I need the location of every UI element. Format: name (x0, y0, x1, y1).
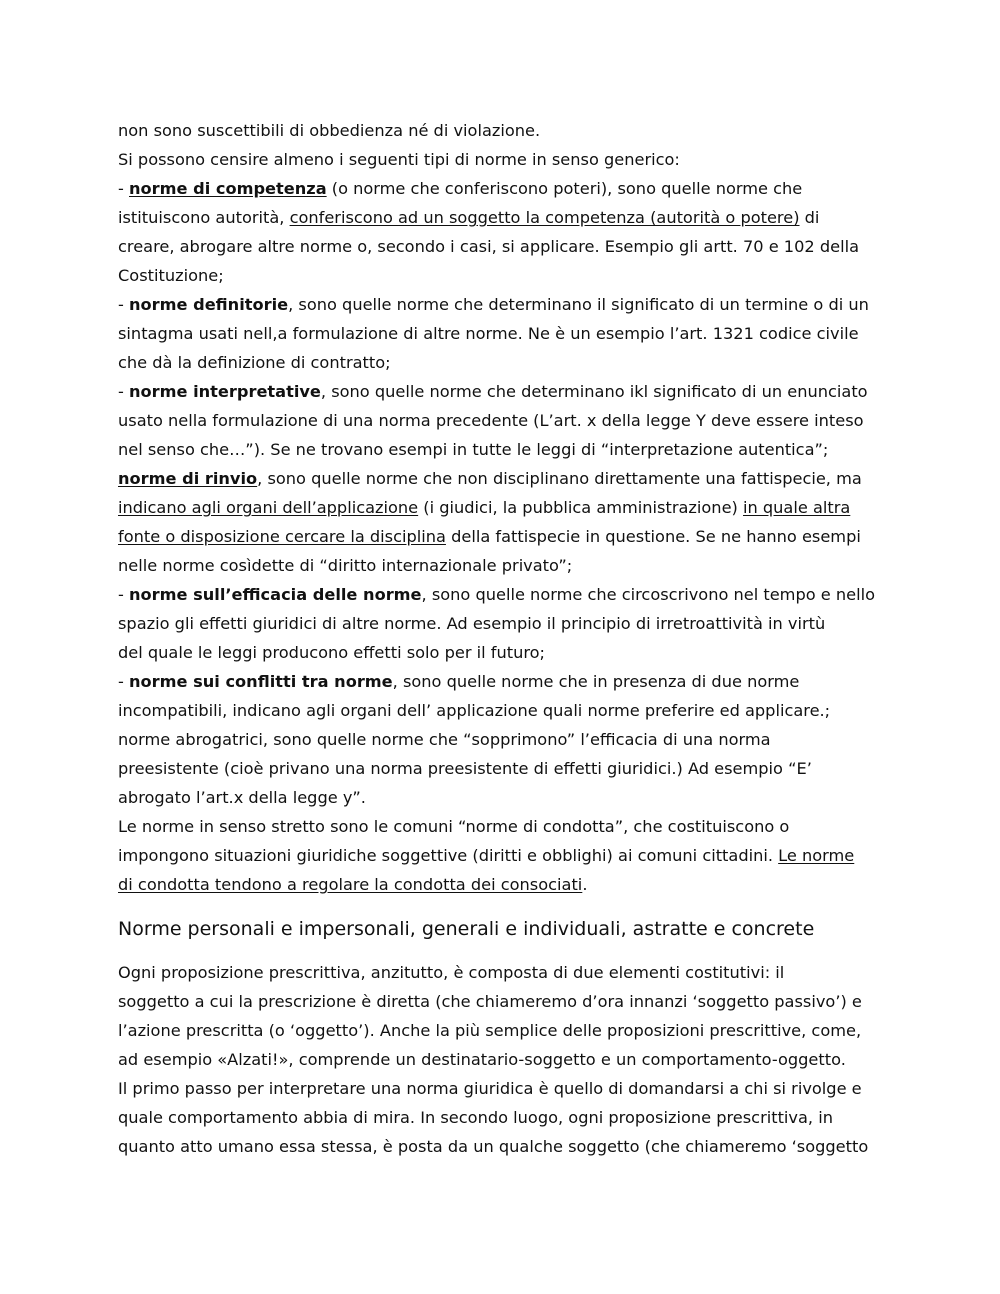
text-line (118, 116, 888, 145)
text-line (118, 754, 888, 783)
text-run: Si possono censire almeno i seguenti tipi di norme in senso generico: (118, 150, 680, 169)
underlined-text: in quale altra (743, 498, 851, 517)
text-run: l’azione prescritta (o ‘oggetto’). Anche la più semplice delle proposizioni prescrittive, come, (118, 1021, 862, 1040)
text-run: , sono quelle norme che determinano ikl significato di un enunciato (320, 382, 868, 401)
text-line (118, 435, 888, 464)
text-line (118, 174, 888, 203)
text-run: Il primo passo per interpretare una norma giuridica è quello di domandarsi a chi si rivolge e (118, 1079, 862, 1098)
text-run: abrogato l’art.x della legge y”. (118, 788, 366, 807)
text-run: quanto atto umano essa stessa, è posta da un qualche soggetto (che chiameremo ‘soggetto (118, 1137, 869, 1156)
text-line (118, 725, 888, 754)
text-run: norme abrogatrici, sono quelle norme che “sopprimono” l’efficacia di una norma (118, 730, 771, 749)
text-line (118, 1132, 888, 1161)
section-heading: Norme personali e impersonali, generali e individuali, astratte e concrete (118, 918, 815, 940)
text-run: creare, abrogare altre norme o, secondo i casi, si applicare. Esempio gli artt. 70 e 102 della (118, 237, 859, 256)
text-line (118, 783, 888, 812)
text-run: , sono quelle norme che in presenza di due norme (392, 672, 800, 691)
text-run: sintagma usati nell,a formulazione di altre norme. Ne è un esempio l’art. 1321 codice civile (118, 324, 859, 343)
text-run: - (118, 179, 129, 198)
underlined-text: conferiscono ad un soggetto la competenza (autorità o potere) (289, 208, 800, 227)
text-line (118, 406, 888, 435)
text-run: impongono situazioni giuridiche soggettive (diritti e obblighi) ai comuni cittadini. (118, 846, 779, 865)
text-line (118, 1016, 888, 1045)
paragraph-prescriptive-propositions (118, 958, 888, 1161)
text-line (118, 987, 888, 1016)
text-run: preesistente (cioè privano una norma preesistente di effetti giuridici.) Ad esempio “E’ (118, 759, 812, 778)
bold-term: norme sull’efficacia delle norme (129, 585, 422, 604)
text-run: nelle norme cosìdette di “diritto internazionale privato”; (118, 556, 573, 575)
document-body (118, 116, 888, 1161)
text-line (118, 667, 888, 696)
text-line (118, 232, 888, 261)
text-line (118, 958, 888, 987)
text-run: - (118, 382, 129, 401)
text-line (118, 696, 888, 725)
text-line (118, 580, 888, 609)
text-run: ad esempio «Alzati!», comprende un destinatario-soggetto e un comportamento-oggetto. (118, 1050, 846, 1069)
text-line (118, 1074, 888, 1103)
bold-term: norme interpretative (129, 382, 321, 401)
text-run: soggetto a cui la prescrizione è diretta (che chiameremo d’ora innanzi ‘soggetto passivo’) e (118, 992, 862, 1011)
text-line (118, 638, 888, 667)
text-run: , sono quelle norme che non disciplinano direttamente una fattispecie, ma (257, 469, 862, 488)
text-run: Ogni proposizione prescrittiva, anzitutto, è composta di due elementi costitutivi: il (118, 963, 785, 982)
text-run: - (118, 295, 129, 314)
text-run: di (799, 208, 820, 227)
text-line (118, 609, 888, 638)
text-run: quale comportamento abbia di mira. In secondo luogo, ogni proposizione prescrittiva, in (118, 1108, 833, 1127)
text-run: (o norme che conferiscono poteri), sono quelle norme che (326, 179, 803, 198)
text-run: incompatibili, indicano agli organi dell’ applicazione quali norme preferire ed applicare.; (118, 701, 831, 720)
text-line (118, 464, 888, 493)
bold-term: norme di competenza (129, 179, 327, 198)
text-run: - (118, 672, 129, 691)
text-line (118, 522, 888, 551)
text-line (118, 290, 888, 319)
text-run: - (118, 585, 129, 604)
text-run: del quale le leggi producono effetti solo per il futuro; (118, 643, 546, 662)
text-line (118, 1103, 888, 1132)
text-line (118, 377, 888, 406)
text-run: che dà la definizione di contratto; (118, 353, 391, 372)
text-run: istituiscono autorità, (118, 208, 290, 227)
underlined-text: Le norme (778, 846, 855, 865)
text-line (118, 261, 888, 290)
text-line (118, 319, 888, 348)
text-line (118, 348, 888, 377)
text-run: Le norme in senso stretto sono le comuni “norme di condotta”, che costituiscono o (118, 817, 790, 836)
text-run: , sono quelle norme che determinano il significato di un termine o di un (288, 295, 869, 314)
text-run: . (582, 875, 588, 894)
text-run: spazio gli effetti giuridici di altre norme. Ad esempio il principio di irretroattività in virtù (118, 614, 826, 633)
underlined-text: fonte o disposizione cercare la disciplina (118, 527, 446, 546)
bold-term: norme definitorie (129, 295, 289, 314)
text-run: della fattispecie in questione. Se ne hanno esempi (445, 527, 861, 546)
text-line (118, 145, 888, 174)
text-run: non sono suscettibili di obbedienza né di violazione. (118, 121, 541, 140)
text-line (118, 1045, 888, 1074)
text-run: usato nella formulazione di una norma precedente (L’art. x della legge Y deve essere inteso (118, 411, 864, 430)
underlined-text: indicano agli organi dell’applicazione (118, 498, 419, 517)
bold-term: norme sui conflitti tra norme (129, 672, 393, 691)
bold-term: norme di rinvio (118, 469, 258, 488)
text-run: (i giudici, la pubblica amministrazione) (418, 498, 743, 517)
text-line (118, 551, 888, 580)
text-run: , sono quelle norme che circoscrivono nel tempo e nello (421, 585, 875, 604)
text-line (118, 870, 888, 899)
text-line (118, 493, 888, 522)
text-run: nel senso che…”). Se ne trovano esempi in tutte le leggi di “interpretazione autentica”; (118, 440, 829, 459)
paragraph-norm-types (118, 116, 888, 899)
underlined-text: di condotta tendono a regolare la condotta dei consociati (118, 875, 583, 894)
text-line (118, 841, 888, 870)
text-line (118, 203, 888, 232)
text-run: Costituzione; (118, 266, 224, 285)
text-line (118, 812, 888, 841)
